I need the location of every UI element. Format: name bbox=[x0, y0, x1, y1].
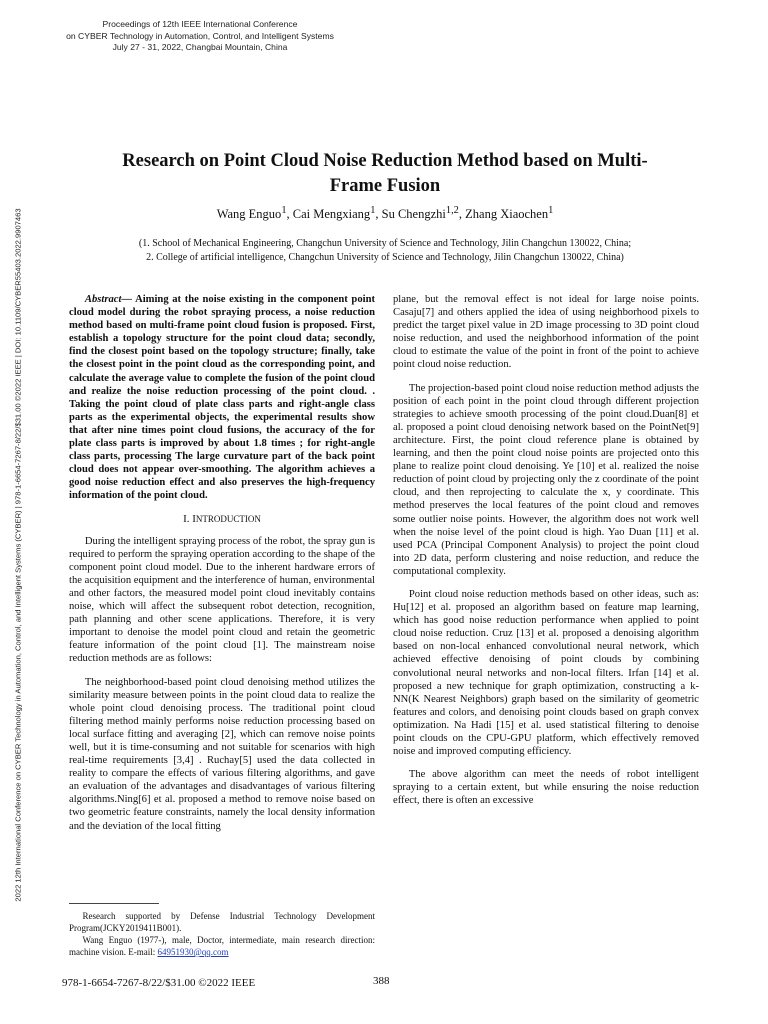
body-paragraph: The above algorithm can meet the needs of robot intelligent spraying to a certain extent, but while ensuring the noise reduction effect, there is often an excessive bbox=[393, 769, 699, 807]
page-number: 388 bbox=[373, 975, 390, 987]
body-paragraph: The projection-based point cloud noise reduction method adjusts the position of each point in the point cloud through different projection strategies to achieve smooth processing of the point cloud.Duan[8] et al. proposed a point cloud denoising network based on the PointNet[9] architecture. First, the point cloud reference plane is obtained by learning, and then the point cloud noise points are projected onto this plane to realize point cloud denoising. Ye [10] et al. realized the noise reduction of point cloud by projecting only the z coordinate of the point cloud, and then reprojecting to calculate the x, y coordinate. This method preserves the local features of the point cloud and removes some outlier noise points. However, the algorithm does not work well when the noise level of the point cloud is high. Yao Duan [11] et al. used PCA (Principal Component Analysis) to project the point cloud into 2D data, perform clustering and noise reduction, and reduce the computational complexity. bbox=[393, 382, 699, 577]
body-paragraph: The neighborhood-based point cloud denoising method utilizes the similarity measure between points in the point cloud data to realize the whole point cloud denoising process. The traditional point cloud filtering method mainly performs noise reduction processing based on local surface fitting and averaging [2], which can remove noise points well, but it is time-consuming and not suitable for scenarios with high real-time requirements [3,4] . Ruchay[5] used the data collected in reality to compare the effects of various filtering algorithms, and gave an evaluation of the advantages and disadvantages of various filtering algorithms.Ning[6] et al. proposed a method to remove noise based on two geometric feature constraints, namely the local density information and the deviation of the local fitting bbox=[69, 676, 375, 832]
author-affiliation-mark: 1 bbox=[548, 205, 554, 216]
body-paragraph: plane, but the removal effect is not ideal for large noise points. Casaju[7] and others applied the idea of using neighborhood pixels to predict the target pixel value in 2D image processing to 3D point cloud noise reduction, and used the neighborhood information of the point cloud to estimate the value of the point in front of the point to achieve point cloud noise reduction. bbox=[393, 294, 699, 371]
side-metadata-strip bbox=[11, 150, 25, 960]
affiliations bbox=[60, 237, 710, 265]
paper-title bbox=[60, 149, 710, 199]
affiliation-line-1: (1. School of Mechanical Engineering, Changchun University of Science and Technology, Jilin Changchun 130022, China; bbox=[138, 238, 632, 249]
footnote bbox=[69, 910, 375, 958]
section-title-rest: NTRODUCTION bbox=[195, 513, 261, 524]
body-paragraph: During the intelligent spraying process of the robot, the spray gun is required to perform the spraying operation according to the shape of the component point cloud model. Due to the inherent hardware errors of the acquisition equipment and the interference of human, environmental and other factors, the measured model point cloud inevitably contains noise, which will affect the subsequent robot detection, recognition, path planning and other scene applications. Therefore, it is very important to denoise the model point cloud and retain the geometric feature information of the point cloud [1]. The mainstream noise reduction methods are as follows: bbox=[69, 535, 375, 665]
header-line-1: Proceedings of 12th IEEE International Conference bbox=[102, 19, 298, 29]
funding-note: Research supported by Defense Industrial Technology Development Program(JCKY2019411B001). bbox=[69, 911, 375, 933]
title-line-1: Research on Point Cloud Noise Reduction Method based on Multi- bbox=[122, 151, 648, 171]
right-column bbox=[393, 293, 699, 817]
author-email-link[interactable]: 64951930@qq.com bbox=[157, 947, 229, 957]
abstract-dash: — bbox=[121, 294, 136, 305]
header-line-2: on CYBER Technology in Automation, Control, and Intelligent Systems bbox=[66, 30, 334, 41]
abstract bbox=[69, 293, 375, 503]
section-numeral: I. bbox=[183, 512, 190, 525]
author-affiliation-mark: 1 bbox=[370, 205, 376, 216]
footnote-divider bbox=[69, 903, 159, 904]
author-affiliation-mark: 1,2 bbox=[445, 205, 459, 216]
affiliation-line-2: 2. College of artificial intelligence, Changchun University of Science and Technology, Jilin Changchun 130022, China) bbox=[146, 252, 624, 263]
body-paragraph: Point cloud noise reduction methods based on other ideas, such as: Hu[12] et al. proposed an algorithm based on feature map learning, which has good noise reduction performance when applied to point cloud noise reduction. Cruz [13] et al. proposed a denoising algorithm based on non-local enhanced convolutional neural network, which achieved effective denoising of point clouds by combining convolutional neural networks and non-local filters. Irfan [14] et al. proposed a new technique for graph optimization, constructing a k-NN(K Nearest Neighbors) graph based on the similarity of geometric features and colors, and denoising point clouds based on graph convex optimization. Na Hadi [15] et al. used statistical filtering to denoise point clouds on the CPU-GPU platform, which effectively removed noise and improved computing efficiency. bbox=[393, 588, 699, 758]
title-line-2: Frame Fusion bbox=[329, 176, 441, 196]
side-metadata-text: 2022 12th International Conference on CYBER Technology in Automation, Control, and Intelligent Systems (CYBER) | 978-1-6654-7267-8/22/$31.00 ©2022 IEEE | DOI: 10.1109/CYBER55403.2022.9907463 bbox=[13, 208, 23, 902]
author-name: Wang Enguo bbox=[216, 207, 282, 222]
author-bio-note bbox=[69, 934, 375, 958]
footer-isbn: 978-1-6654-7267-8/22/$31.00 ©2022 IEEE bbox=[62, 977, 256, 989]
abstract-text: Aiming at the noise existing in the component point cloud model during the robot spraying process, a noise reduction method based on multi-frame point cloud fusion is proposed. First, establish a topology structure for the point cloud data; secondly, find the closest point based on the topology structure; finally, take the closest point in the point cloud as the corresponding point, and calculate the average value to complete the fusion of the point cloud and realize the noise reduction processing of the point cloud. . Taking the point cloud of plate class parts and right-angle class parts as the experimental objects, the experimental results show that after nine times point cloud fusions, the accuracy of the for plate class parts is improved by about 1.8 times ; for right-angle class parts, processing The large curvature part of the back point cloud does not appear over-smoothing. The algorithm achieves a good noise reduction effect and also preserves the high-frequency information of the point cloud. bbox=[69, 294, 375, 502]
author-name: Cai Mengxiang bbox=[292, 207, 371, 222]
author-name: Zhang Xiaochen bbox=[465, 207, 549, 222]
author-affiliation-mark: 1 bbox=[281, 205, 287, 216]
left-column bbox=[69, 293, 375, 843]
author-name: Su Chengzhi bbox=[381, 207, 446, 222]
abstract-label: Abstract bbox=[84, 294, 122, 305]
section-heading-introduction bbox=[69, 513, 375, 526]
author-list: Wang Enguo$^1$, Cai Mengxiang$^1$, Su Chengzhi$^{1,2}$, Zhang Xiaochen$^1$ bbox=[216, 205, 554, 222]
conference-header bbox=[30, 19, 370, 54]
author-bio-text: Wang Enguo (1977-), male, Doctor, intermediate, main research direction: machine vision. E-mail: bbox=[69, 935, 375, 957]
header-line-3: July 27 - 31, 2022, Changbai Mountain, China bbox=[112, 42, 288, 52]
section-first-letter: I bbox=[192, 512, 196, 525]
